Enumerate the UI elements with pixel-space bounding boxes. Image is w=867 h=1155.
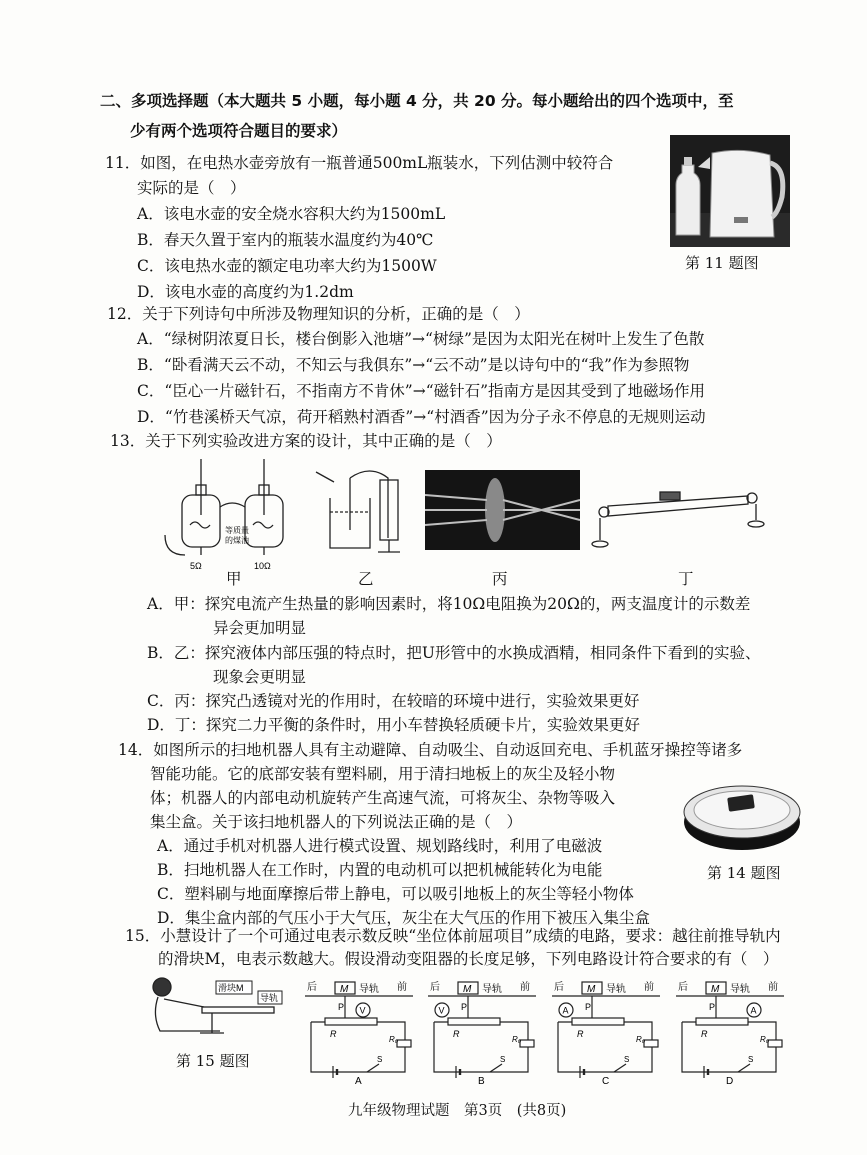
label-back: 后 (554, 982, 564, 993)
switch (367, 1064, 379, 1072)
resistor-5-label: 5Ω (190, 561, 202, 571)
slider-m: M (587, 984, 596, 995)
q14-stem-line-2: 智能功能。它的底部安装有塑料刷，用于清扫地板上的灰尘及轻小物 (150, 765, 616, 783)
label-s: S (500, 1055, 506, 1064)
circuit-option-label: A (355, 1076, 362, 1085)
q14-stem-line-3: 体；机器人的内部电动机旋转产生高速气流，可将灰尘、杂物等吸入 (150, 789, 616, 807)
circuit-loop (434, 1022, 528, 1072)
slider-m: M (711, 984, 720, 995)
q13-option-a-line-1: A．甲：探究电流产生热量的影响因素时，将10Ω电阻换为20Ω的，两支温度计的示数差 (147, 595, 751, 613)
resistor-r0 (397, 1040, 411, 1047)
q13-label-jia: 甲 (226, 570, 242, 588)
q11-stem-line-1: 11．如图，在电热水壶旁放有一瓶普通500mL瓶装水，下列估测中较符合 (105, 154, 614, 172)
label-p: P (709, 1002, 716, 1012)
q13-option-b-line-1: B．乙：探究液体内部压强的特点时，把U形管中的水换成酒精，相同条件下看到的实验、 (147, 644, 761, 662)
circuit-loop (558, 1022, 652, 1072)
q12-option-a: A．“绿树阴浓夏日长，楼台倒影入池塘”→“树绿”是因为太阳光在树叶上发生了色散 (137, 330, 705, 348)
q11-option-a: A．该电水壶的安全烧水容积大约为1500mL (137, 205, 446, 223)
q13-figure-yi (300, 468, 410, 558)
q11-option-c: C．该电热水壶的额定电功率大约为1500W (137, 257, 437, 275)
q14-stem-line-1: 14．如图所示的扫地机器人具有主动避障、自动吸尘、自动返回充电、手机蓝牙操控等诸多 (118, 741, 743, 759)
q14-stem-line-4: 集尘盒。关于该扫地机器人的下列说法正确的是（ ） (150, 813, 523, 831)
q13-option-b-line-2: 现象会更明显 (213, 668, 307, 686)
label-front: 前 (768, 982, 778, 993)
rheostat-r (448, 1018, 500, 1025)
slider-m: M (340, 984, 349, 995)
section-title-line-1: 二、多项选择题（本大题共 5 小题，每小题 4 分，共 20 分。每小题给出的四个选项中，至 (100, 92, 734, 110)
q14-figure-caption: 第 14 题图 (707, 864, 781, 882)
circuit-loop (311, 1022, 405, 1072)
label-r: R (453, 1029, 460, 1039)
q11-figure-caption: 第 11 题图 (685, 254, 759, 272)
q13-figure-bing (425, 470, 580, 550)
circuit-loop (682, 1022, 776, 1072)
label-r0: R₀ (636, 1035, 646, 1044)
circuit-b (428, 980, 538, 1085)
q11-stem-line-2: 实际的是（ ） (137, 179, 246, 197)
slider-m-label: 滑块M (218, 983, 244, 993)
q13-option-d: D．丁：探究二力平衡的条件时，用小车替换轻质硬卡片，实验效果更好 (147, 716, 640, 734)
q13-stem: 13．关于下列实验改进方案的设计，其中正确的是（ ） (110, 432, 502, 450)
rheostat-r (696, 1018, 748, 1025)
switch (738, 1064, 750, 1072)
q12-option-b: B．“卧看满天云不动，不知云与我俱东”→“云不动”是以诗句中的“我”作为参照物 (137, 356, 690, 374)
slider-m: M (463, 984, 472, 995)
switch (490, 1064, 502, 1072)
label-r: R (330, 1029, 337, 1039)
label-front: 前 (644, 982, 654, 993)
switch (614, 1064, 626, 1072)
label-back: 后 (430, 982, 440, 993)
circuit-c (552, 980, 662, 1085)
meter-label: A (750, 1005, 757, 1016)
q12-option-d: D．“竹巷溪桥天气凉，荷开稻熟村酒香”→“村酒香”因为分子永不停息的无规则运动 (137, 408, 706, 426)
label-s: S (377, 1055, 383, 1064)
resistor-r0 (520, 1040, 534, 1047)
label-s: S (748, 1055, 754, 1064)
section-title-line-2: 少有两个选项符合题目的要求） (130, 122, 348, 140)
label-p: P (585, 1002, 592, 1012)
label-r0: R₀ (760, 1035, 770, 1044)
oil-label-1: 等质量 (225, 526, 249, 535)
rail-text: 导轨 (606, 984, 626, 995)
q14-option-c: C．塑料刷与地面摩擦后带上静电，可以吸引地板上的灰尘等轻小物体 (157, 885, 634, 903)
q14-robot-photo (680, 770, 805, 855)
resistor-r0 (644, 1040, 658, 1047)
q11-kettle-photo (670, 135, 790, 247)
q13-option-c: C．丙：探究凸透镜对光的作用时，在较暗的环境中进行，实验效果更好 (147, 692, 640, 710)
q13-label-yi: 乙 (358, 570, 374, 588)
circuit-a (305, 980, 415, 1085)
label-front: 前 (520, 982, 530, 993)
q15-stem-line-1: 15．小慧设计了一个可通过电表示数反映“坐位体前屈项目”成绩的电路，要求：越往前推导轨内 (125, 927, 781, 945)
meter-label: V (359, 1005, 366, 1016)
q15-stem-line-2: 的滑块M，电表示数越大。假设滑动变阻器的长度足够，下列电路设计符合要求的有（ ） (158, 950, 779, 968)
label-s: S (624, 1055, 630, 1064)
meter-label: A (562, 1005, 569, 1016)
rheostat-r (325, 1018, 377, 1025)
rheostat-r (572, 1018, 624, 1025)
q13-figure-jia (160, 455, 300, 575)
page-footer: 九年级物理试题 第3页 (共8页) (348, 1103, 567, 1119)
q12-option-c: C．“臣心一片磁针石，不指南方不肯休”→“磁针石”指南方是因其受到了地磁场作用 (137, 382, 706, 400)
circuit-option-label: B (478, 1076, 485, 1085)
meter-label: V (438, 1005, 445, 1016)
q14-option-a: A．通过手机对机器人进行模式设置、规划路线时，利用了电磁波 (157, 837, 603, 855)
circuit-option-label: D (726, 1076, 734, 1085)
label-back: 后 (307, 982, 317, 993)
rail-text: 导轨 (359, 984, 379, 995)
rail-text: 导轨 (730, 984, 750, 995)
q14-option-d: D．集尘盒内部的气压小于大气压，灰尘在大气压的作用下被压入集尘盒 (157, 909, 650, 927)
label-r: R (577, 1029, 584, 1039)
q13-label-ding: 丁 (678, 570, 694, 588)
q13-figure-ding (590, 478, 770, 558)
q12-stem: 12．关于下列诗句中所涉及物理知识的分析，正确的是（ ） (107, 305, 530, 323)
q11-option-d: D．该电水壶的高度约为1.2dm (137, 283, 354, 301)
label-p: P (338, 1002, 345, 1012)
circuit-d (676, 980, 786, 1085)
rail-label: 导轨 (260, 993, 279, 1003)
label-r0: R₀ (389, 1035, 399, 1044)
resistor-10-label: 10Ω (254, 561, 271, 571)
q15-figure-caption: 第 15 题图 (176, 1052, 250, 1070)
label-r0: R₀ (512, 1035, 522, 1044)
label-back: 后 (678, 982, 688, 993)
q13-label-bing: 丙 (492, 570, 508, 588)
q11-option-b: B．春天久置于室内的瓶装水温度约为40℃ (137, 231, 434, 249)
q15-person-figure (140, 975, 285, 1045)
q13-option-a-line-2: 异会更加明显 (213, 619, 307, 637)
resistor-r0 (768, 1040, 782, 1047)
rail-text: 导轨 (482, 984, 502, 995)
label-r: R (701, 1029, 708, 1039)
circuit-option-label: C (602, 1076, 610, 1085)
q14-option-b: B．扫地机器人在工作时，内置的电动机可以把机械能转化为电能 (157, 861, 603, 879)
oil-label-2: 的煤油 (225, 536, 249, 545)
label-front: 前 (397, 982, 407, 993)
label-p: P (461, 1002, 468, 1012)
